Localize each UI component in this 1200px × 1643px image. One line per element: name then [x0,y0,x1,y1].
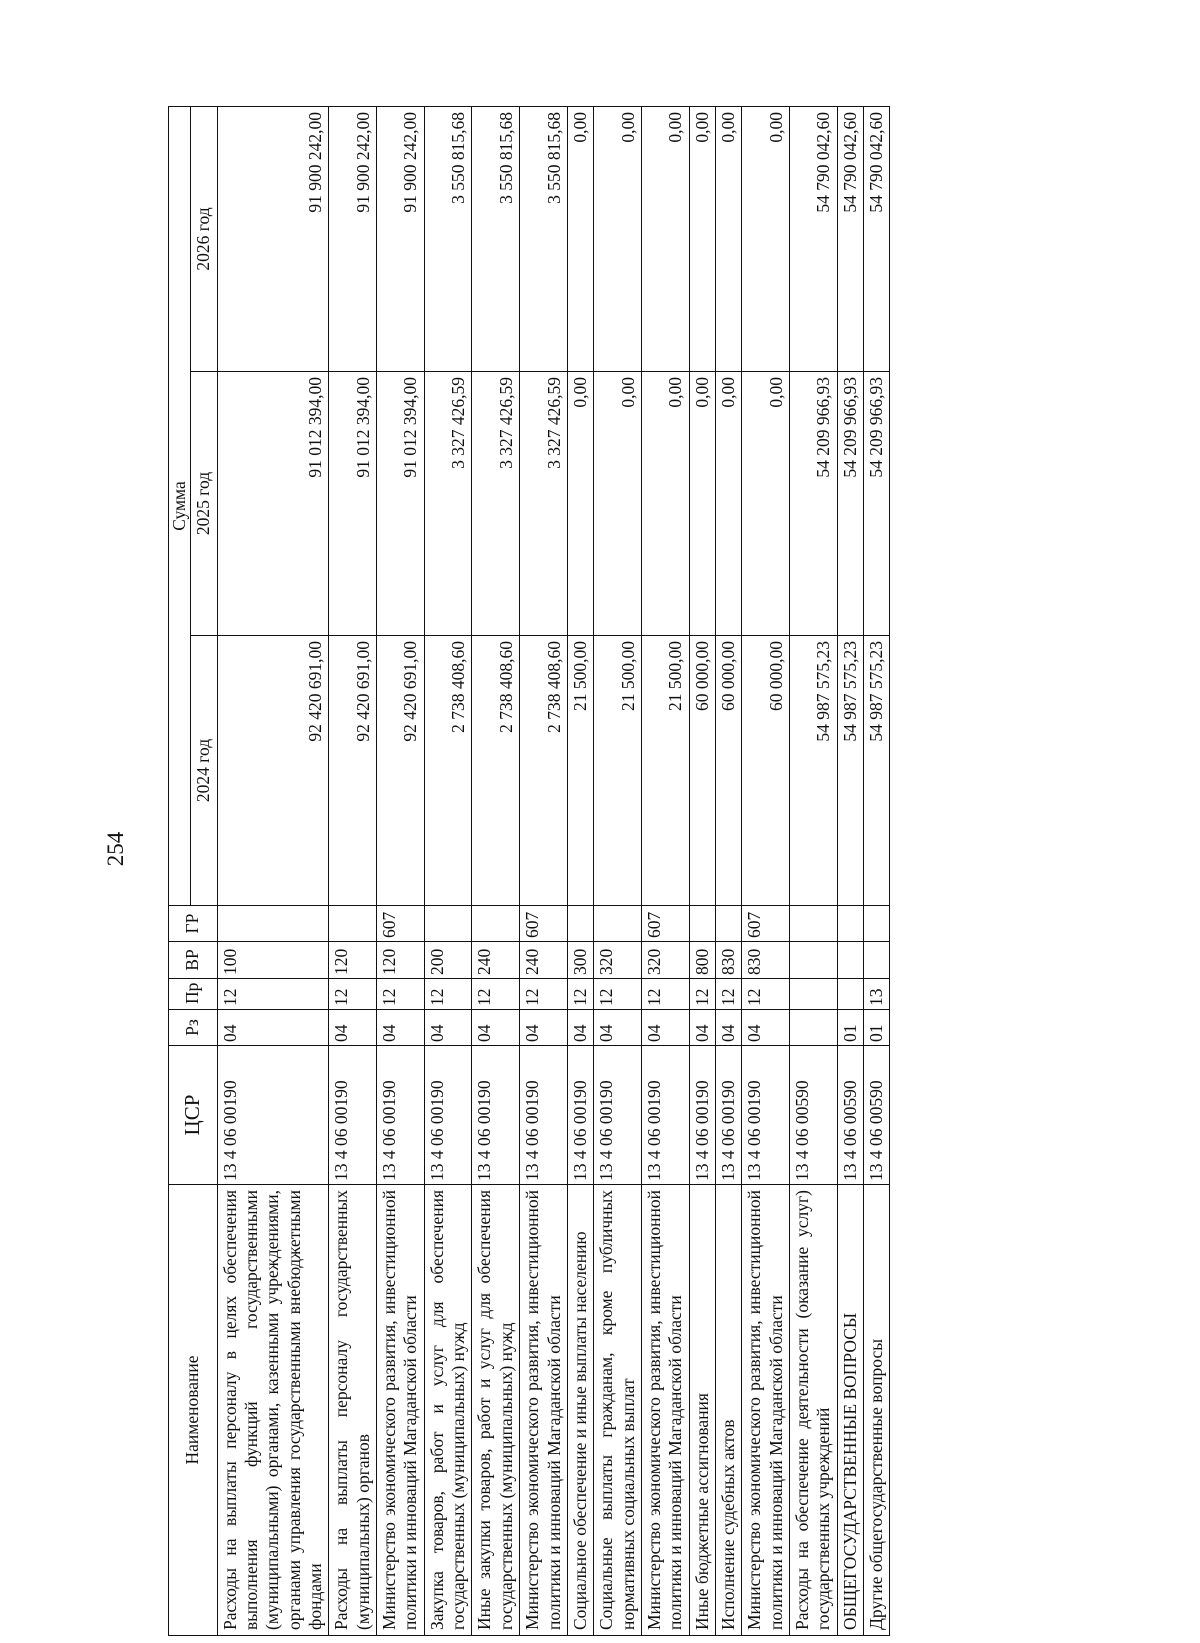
cell-y2024: 60 000,00 [742,636,790,906]
cell-y2026: 0,00 [567,107,593,372]
table-row [837,107,863,1636]
cell-pr: 12 [594,979,642,1010]
table-row [424,107,472,1636]
cell-vr: 240 [472,942,520,979]
cell-y2025: 3 327 426,59 [472,372,520,636]
cell-y2025: 0,00 [742,372,790,636]
cell-y2025: 3 327 426,59 [520,372,568,636]
cell-name: Другие общегосударственные вопросы [863,1185,889,1636]
cell-rz: 01 [863,1010,889,1046]
cell-y2025: 91 012 394,00 [377,372,425,636]
cell-vr: 320 [594,942,642,979]
cell-y2024: 2 738 408,60 [472,636,520,906]
cell-y2024: 92 420 691,00 [329,636,377,906]
cell-y2024: 21 500,00 [594,636,642,906]
cell-y2024: 60 000,00 [715,636,741,906]
cell-y2025: 54 209 966,93 [837,372,863,636]
table-row [520,107,568,1636]
cell-name: Расходы на выплаты персоналу государственных (муниципальных) органов [329,1185,377,1636]
cell-gr [789,906,837,942]
cell-y2026: 0,00 [594,107,642,372]
cell-vr: 100 [217,942,329,979]
header-row-1 [169,107,191,1636]
cell-rz: 04 [377,1010,425,1046]
cell-name: Иные закупки товаров, работ и услуг для обеспечения государственных (муниципальных) нужд [472,1185,520,1636]
cell-pr: 12 [689,979,715,1010]
cell-rz: 01 [837,1010,863,1046]
cell-y2026: 3 550 815,68 [472,107,520,372]
cell-rz: 04 [715,1010,741,1046]
cell-name: Закупка товаров, работ и услуг для обеспечения государственных (муниципальных) нужд [424,1185,472,1636]
cell-csr: 13 4 06 00190 [424,1046,472,1185]
cell-pr: 12 [567,979,593,1010]
cell-pr: 12 [742,979,790,1010]
page-number: 254 [103,831,128,867]
cell-y2024: 54 987 575,23 [789,636,837,906]
cell-pr: 12 [424,979,472,1010]
cell-csr: 13 4 06 00590 [789,1046,837,1185]
cell-y2024: 60 000,00 [689,636,715,906]
cell-name: Министерство экономического развития, инвестиционной политики и инноваций Магаданской области [520,1185,568,1636]
cell-y2024: 54 987 575,23 [837,636,863,906]
cell-rz: 04 [689,1010,715,1046]
cell-y2026: 91 900 242,00 [217,107,329,372]
table-row [641,107,689,1636]
table-row [742,107,790,1636]
cell-pr: 12 [217,979,329,1010]
header-2025: 2025 год [191,372,217,636]
cell-csr: 13 4 06 00190 [217,1046,329,1185]
cell-pr: 12 [520,979,568,1010]
cell-gr [594,906,642,942]
cell-csr: 13 4 06 00190 [641,1046,689,1185]
cell-y2025: 0,00 [641,372,689,636]
cell-name: Расходы на выплаты персоналу в целях обеспечения выполнения функций государственными (муниципальными) органами, казенными учреждениями, органами управления государственными внебюджетными фондами [217,1185,329,1636]
header-sum: Сумма [169,107,191,906]
table-row [594,107,642,1636]
cell-vr [863,942,889,979]
cell-name: Министерство экономического развития, инвестиционной политики и инноваций Магаданской области [641,1185,689,1636]
table-row [472,107,520,1636]
cell-vr: 240 [520,942,568,979]
cell-rz: 04 [594,1010,642,1046]
cell-pr: 12 [329,979,377,1010]
table-row [329,107,377,1636]
cell-y2025: 0,00 [715,372,741,636]
cell-vr: 320 [641,942,689,979]
cell-gr [217,906,329,942]
table-row [377,107,425,1636]
cell-y2026: 0,00 [689,107,715,372]
cell-name: Социальные выплаты гражданам, кроме публичных нормативных социальных выплат [594,1185,642,1636]
cell-csr: 13 4 06 00190 [377,1046,425,1185]
cell-y2024: 2 738 408,60 [520,636,568,906]
cell-rz: 04 [329,1010,377,1046]
cell-rz: 04 [742,1010,790,1046]
cell-rz [789,1010,837,1046]
cell-csr: 13 4 06 00190 [742,1046,790,1185]
cell-y2024: 2 738 408,60 [424,636,472,906]
cell-gr [863,906,889,942]
cell-y2025: 0,00 [594,372,642,636]
budget-page-rotated [168,107,1055,1636]
cell-pr: 12 [377,979,425,1010]
table-row [689,107,715,1636]
cell-gr: 607 [742,906,790,942]
table-row [217,107,329,1636]
cell-rz: 04 [424,1010,472,1046]
cell-y2026: 0,00 [641,107,689,372]
cell-y2025: 3 327 426,59 [424,372,472,636]
cell-pr [837,979,863,1010]
cell-y2026: 3 550 815,68 [424,107,472,372]
cell-y2026: 91 900 242,00 [329,107,377,372]
cell-y2026: 54 790 042,60 [789,107,837,372]
cell-pr: 12 [641,979,689,1010]
cell-y2026: 3 550 815,68 [520,107,568,372]
cell-csr: 13 4 06 00590 [863,1046,889,1185]
cell-csr: 13 4 06 00590 [837,1046,863,1185]
cell-y2026: 0,00 [715,107,741,372]
cell-gr [837,906,863,942]
table-row [567,107,593,1636]
cell-y2025: 54 209 966,93 [863,372,889,636]
cell-rz: 04 [472,1010,520,1046]
cell-vr: 120 [377,942,425,979]
cell-pr: 12 [472,979,520,1010]
cell-pr: 12 [715,979,741,1010]
header-2026: 2026 год [191,107,217,372]
table-body [217,107,890,1636]
cell-name: Министерство экономического развития, инвестиционной политики и инноваций Магаданской области [377,1185,425,1636]
cell-gr [424,906,472,942]
cell-gr: 607 [377,906,425,942]
cell-vr: 800 [689,942,715,979]
cell-name: Исполнение судебных актов [715,1185,741,1636]
cell-vr: 300 [567,942,593,979]
header-name: Наименование [169,1185,218,1636]
cell-y2024: 92 420 691,00 [217,636,329,906]
cell-vr: 120 [329,942,377,979]
cell-vr [837,942,863,979]
cell-gr [329,906,377,942]
cell-gr: 607 [641,906,689,942]
cell-y2025: 0,00 [567,372,593,636]
cell-gr [715,906,741,942]
cell-csr: 13 4 06 00190 [520,1046,568,1185]
cell-y2026: 54 790 042,60 [863,107,889,372]
cell-gr: 607 [520,906,568,942]
cell-y2024: 21 500,00 [641,636,689,906]
cell-pr [789,979,837,1010]
table-row [715,107,741,1636]
header-vr: ВР [169,942,218,979]
cell-gr [689,906,715,942]
cell-vr: 830 [742,942,790,979]
header-csr: ЦСР [169,1046,218,1185]
cell-csr: 13 4 06 00190 [472,1046,520,1185]
cell-vr [789,942,837,979]
cell-csr: 13 4 06 00190 [594,1046,642,1185]
cell-y2024: 54 987 575,23 [863,636,889,906]
header-pr: Пр [169,979,218,1010]
cell-y2024: 92 420 691,00 [377,636,425,906]
cell-y2025: 91 012 394,00 [217,372,329,636]
cell-y2025: 54 209 966,93 [789,372,837,636]
cell-csr: 13 4 06 00190 [329,1046,377,1185]
cell-csr: 13 4 06 00190 [715,1046,741,1185]
cell-y2026: 54 790 042,60 [837,107,863,372]
table-row [863,107,889,1636]
cell-gr [472,906,520,942]
header-rz: Рз [169,1010,218,1046]
cell-rz: 04 [641,1010,689,1046]
cell-name: Расходы на обеспечение деятельности (оказание услуг) государственных учреждений [789,1185,837,1636]
cell-name: Министерство экономического развития, инвестиционной политики и инноваций Магаданской области [742,1185,790,1636]
cell-name: ОБЩЕГОСУДАРСТВЕННЫЕ ВОПРОСЫ [837,1185,863,1636]
budget-table [168,106,890,1636]
cell-rz: 04 [567,1010,593,1046]
cell-csr: 13 4 06 00190 [567,1046,593,1185]
cell-y2024: 21 500,00 [567,636,593,906]
cell-y2025: 91 012 394,00 [329,372,377,636]
cell-vr: 200 [424,942,472,979]
cell-pr: 13 [863,979,889,1010]
cell-rz: 04 [520,1010,568,1046]
cell-gr [567,906,593,942]
cell-name: Иные бюджетные ассигнования [689,1185,715,1636]
header-2024: 2024 год [191,636,217,906]
table-row [789,107,837,1636]
cell-y2026: 0,00 [742,107,790,372]
cell-y2026: 91 900 242,00 [377,107,425,372]
cell-name: Социальное обеспечение и иные выплаты населению [567,1185,593,1636]
cell-csr: 13 4 06 00190 [689,1046,715,1185]
cell-rz: 04 [217,1010,329,1046]
header-gr: ГР [169,906,218,942]
cell-y2025: 0,00 [689,372,715,636]
cell-vr: 830 [715,942,741,979]
